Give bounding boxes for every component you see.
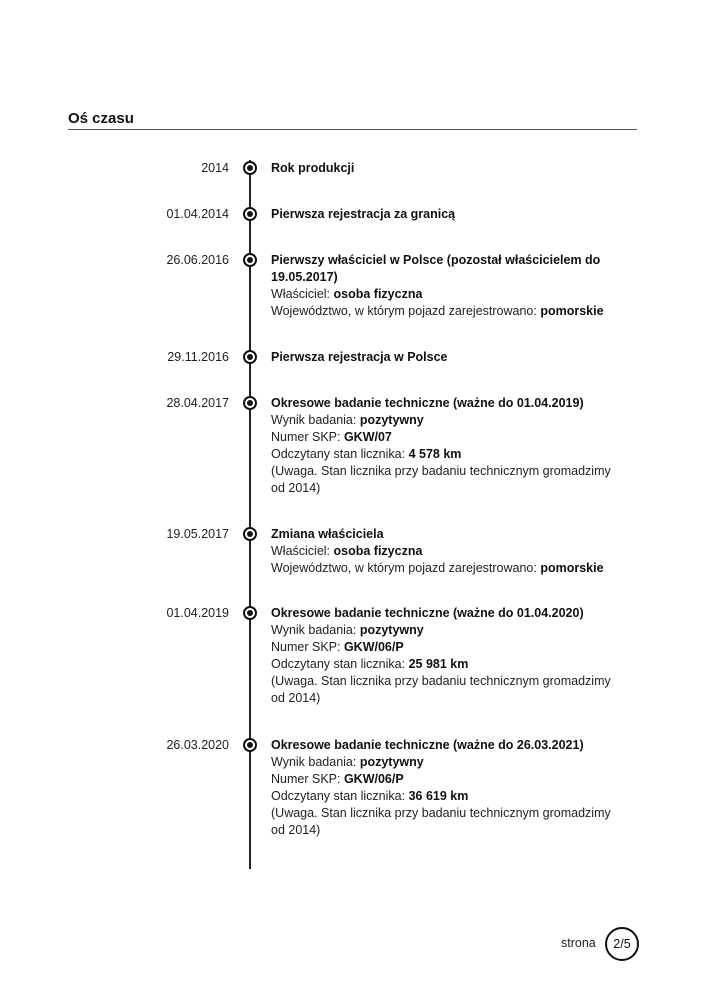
event-body [271, 206, 616, 223]
timeline-marker-icon [243, 396, 257, 410]
event-detail-value: osoba fizyczna [333, 544, 423, 558]
event-body [271, 160, 616, 177]
event-detail-label: (Uwaga. Stan licznika przy badaniu technicznym gromadzimy od 2014) [271, 464, 611, 495]
event-detail-line [271, 303, 616, 320]
event-detail-label: Właściciel: [271, 544, 334, 558]
event-detail-line [271, 754, 616, 771]
event-detail-line [271, 429, 616, 446]
event-detail-label: (Uwaga. Stan licznika przy badaniu technicznym gromadzimy od 2014) [271, 674, 611, 705]
event-title: Rok produkcji [271, 161, 355, 175]
event-detail-line [271, 622, 616, 639]
timeline-marker-icon [243, 606, 257, 620]
event-detail-value: pomorskie [540, 304, 604, 318]
event-title: Pierwszy właściciel w Polsce (pozostał właścicielem do 19.05.2017) [271, 253, 601, 284]
event-title: Okresowe badanie techniczne (ważne do 01.04.2020) [271, 606, 584, 620]
title-divider [68, 129, 637, 130]
event-detail-line [271, 805, 616, 839]
event-body [271, 395, 616, 497]
section-title: Oś czasu [68, 110, 134, 127]
event-detail-line [271, 673, 616, 707]
event-detail-line [271, 286, 616, 303]
event-detail-value: pozytywny [359, 623, 424, 637]
timeline-marker-icon [243, 527, 257, 541]
timeline-marker-icon [243, 161, 257, 175]
event-detail-line [271, 656, 616, 673]
event-body [271, 737, 616, 839]
event-detail-value: GKW/07 [343, 430, 392, 444]
event-title: Zmiana właściciela [271, 527, 384, 541]
event-detail-line [271, 639, 616, 656]
event-detail-line [271, 771, 616, 788]
timeline-marker-icon [243, 738, 257, 752]
event-detail-label: Numer SKP: [271, 772, 344, 786]
event-detail-label: Numer SKP: [271, 640, 344, 654]
event-date: 19.05.2017 [166, 527, 229, 541]
event-detail-line [271, 463, 616, 497]
event-date: 2014 [201, 161, 229, 175]
event-date: 01.04.2014 [166, 207, 229, 221]
event-detail-label: Wynik badania: [271, 413, 360, 427]
event-detail-label: Właściciel: [271, 287, 334, 301]
page-number-badge: 2/5 [605, 927, 639, 961]
timeline-marker-icon [243, 350, 257, 364]
event-detail-value: 36 619 km [408, 789, 469, 803]
event-detail-label: Odczytany stan licznika: [271, 657, 409, 671]
event-detail-value: GKW/06/P [343, 640, 404, 654]
event-title: Pierwsza rejestracja za granicą [271, 207, 456, 221]
event-detail-line [271, 412, 616, 429]
event-detail-label: Numer SKP: [271, 430, 344, 444]
event-body [271, 526, 616, 577]
event-date: 28.04.2017 [166, 396, 229, 410]
event-detail-label: Wynik badania: [271, 755, 360, 769]
event-title: Okresowe badanie techniczne (ważne do 01.04.2019) [271, 396, 584, 410]
event-detail-label: (Uwaga. Stan licznika przy badaniu technicznym gromadzimy od 2014) [271, 806, 611, 837]
event-detail-label: Wynik badania: [271, 623, 360, 637]
event-date: 01.04.2019 [166, 606, 229, 620]
event-detail-line [271, 446, 616, 463]
event-detail-value: 4 578 km [408, 447, 462, 461]
event-detail-line [271, 788, 616, 805]
timeline-marker-icon [243, 207, 257, 221]
event-date: 26.06.2016 [166, 253, 229, 267]
event-detail-value: 25 981 km [408, 657, 469, 671]
event-detail-label: Odczytany stan licznika: [271, 447, 409, 461]
event-detail-line [271, 560, 616, 577]
event-detail-value: pomorskie [540, 561, 604, 575]
event-date: 29.11.2016 [167, 350, 229, 364]
event-detail-value: pozytywny [359, 413, 424, 427]
event-detail-value: osoba fizyczna [333, 287, 423, 301]
event-detail-value: GKW/06/P [343, 772, 404, 786]
event-body [271, 349, 616, 366]
event-body [271, 605, 616, 707]
event-title: Pierwsza rejestracja w Polsce [271, 350, 448, 364]
timeline-marker-icon [243, 253, 257, 267]
event-detail-line [271, 543, 616, 560]
event-detail-label: Województwo, w którym pojazd zarejestrowano: [271, 304, 541, 318]
event-detail-label: Województwo, w którym pojazd zarejestrowano: [271, 561, 541, 575]
event-body [271, 252, 616, 320]
footer-page-label: strona [561, 936, 596, 950]
event-date: 26.03.2020 [166, 738, 229, 752]
event-detail-value: pozytywny [359, 755, 424, 769]
event-detail-label: Odczytany stan licznika: [271, 789, 409, 803]
event-title: Okresowe badanie techniczne (ważne do 26.03.2021) [271, 738, 584, 752]
